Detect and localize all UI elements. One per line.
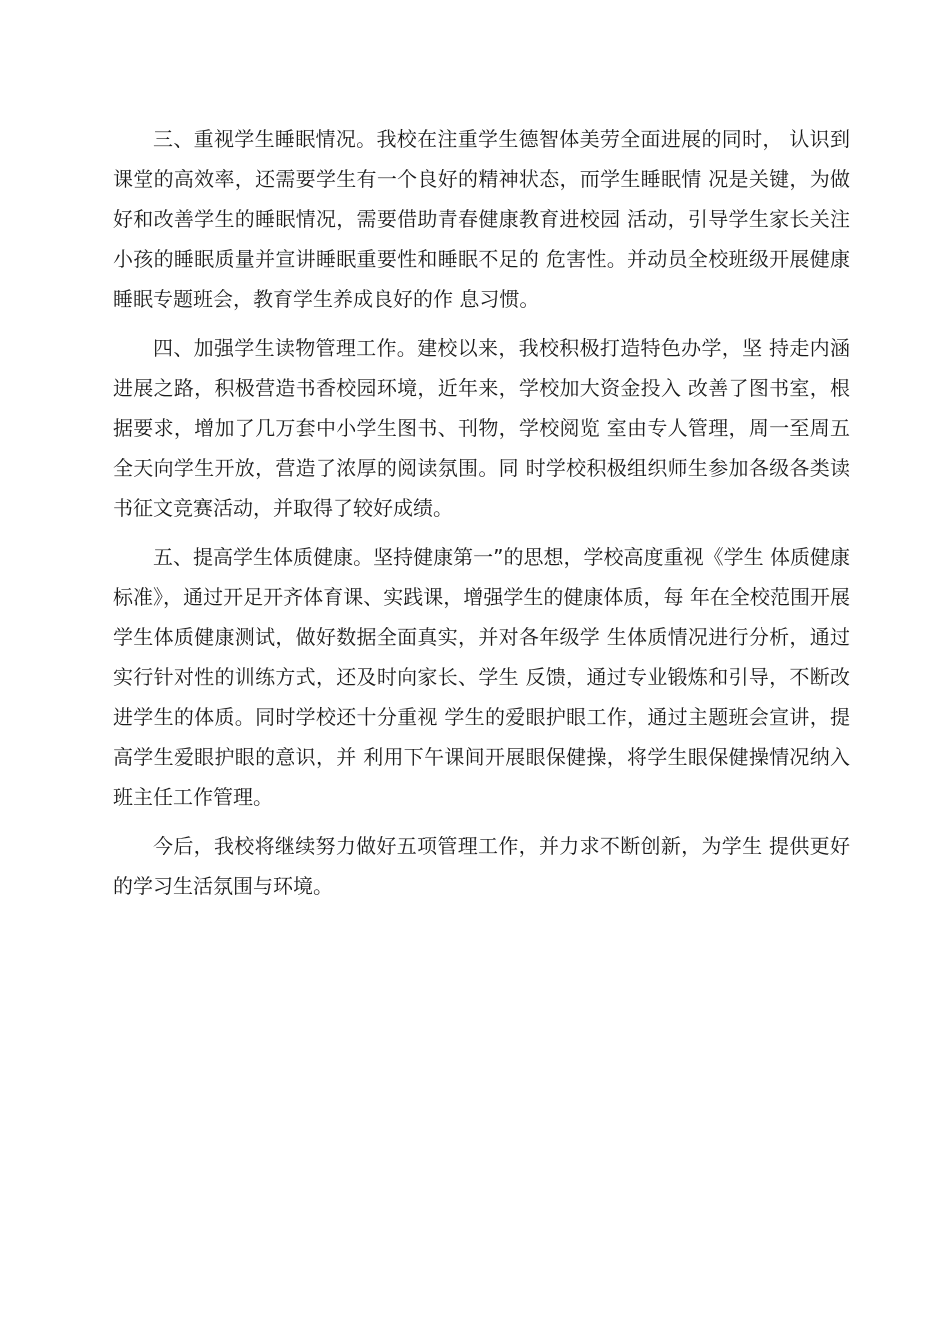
- document-body: [113, 119, 850, 915]
- paragraph-sleep: 三、重视学生睡眠情况。我校在注重学生德智体美劳全面进展的同时， 认识到课堂的高效率，还需要学生有一个良好的精神状态，而学生睡眠情 况是关键，为做好和改善学生的睡眠情况，需要借助青春健康教育进校园 活动，引导学生家长关注小孩的睡眠质量并宣讲睡眠重要性和睡眠不足的 危害性。并动员全校班级开展健康睡眠专题班会，教育学生养成良好的作 息习惯。: [113, 127, 850, 311]
- paragraph-physical-health: 五、提高学生体质健康。坚持健康第一”的思想，学校高度重视《学生 体质健康标准》，通过开足开齐体育课、实践课，增强学生的健康体质，每 年在全校范围开展学生体质健康测试，做好数据全面真实，并对各年级学 生体质情况进行分析，通过实行针对性的训练方式，还及时向家长、学生 反馈，通过专业锻炼和引导，不断改进学生的体质。同时学校还十分重视 学生的爱眼护眼工作，通过主题班会宣讲，提高学生爱眼护眼的意识，并 利用下午课间开展眼保健操，将学生眼保健操情况纳入班主任工作管理。: [113, 545, 850, 809]
- paragraph-conclusion: 今后，我校将继续努力做好五项管理工作，并力求不断创新，为学生 提供更好的学习生活氛围与环境。: [113, 834, 850, 898]
- paragraph-reading: 四、加强学生读物管理工作。建校以来，我校积极打造特色办学，坚 持走内涵进展之路，积极营造书香校园环境，近年来，学校加大资金投入 改善了图书室，根据要求，增加了几万套中小学生图书、刊物，学校阅览 室由专人管理，周一至周五全天向学生开放，营造了浓厚的阅读氛围。同 时学校积极组织师生参加各级各类读书征文竞赛活动，并取得了较好成绩。: [113, 336, 850, 520]
